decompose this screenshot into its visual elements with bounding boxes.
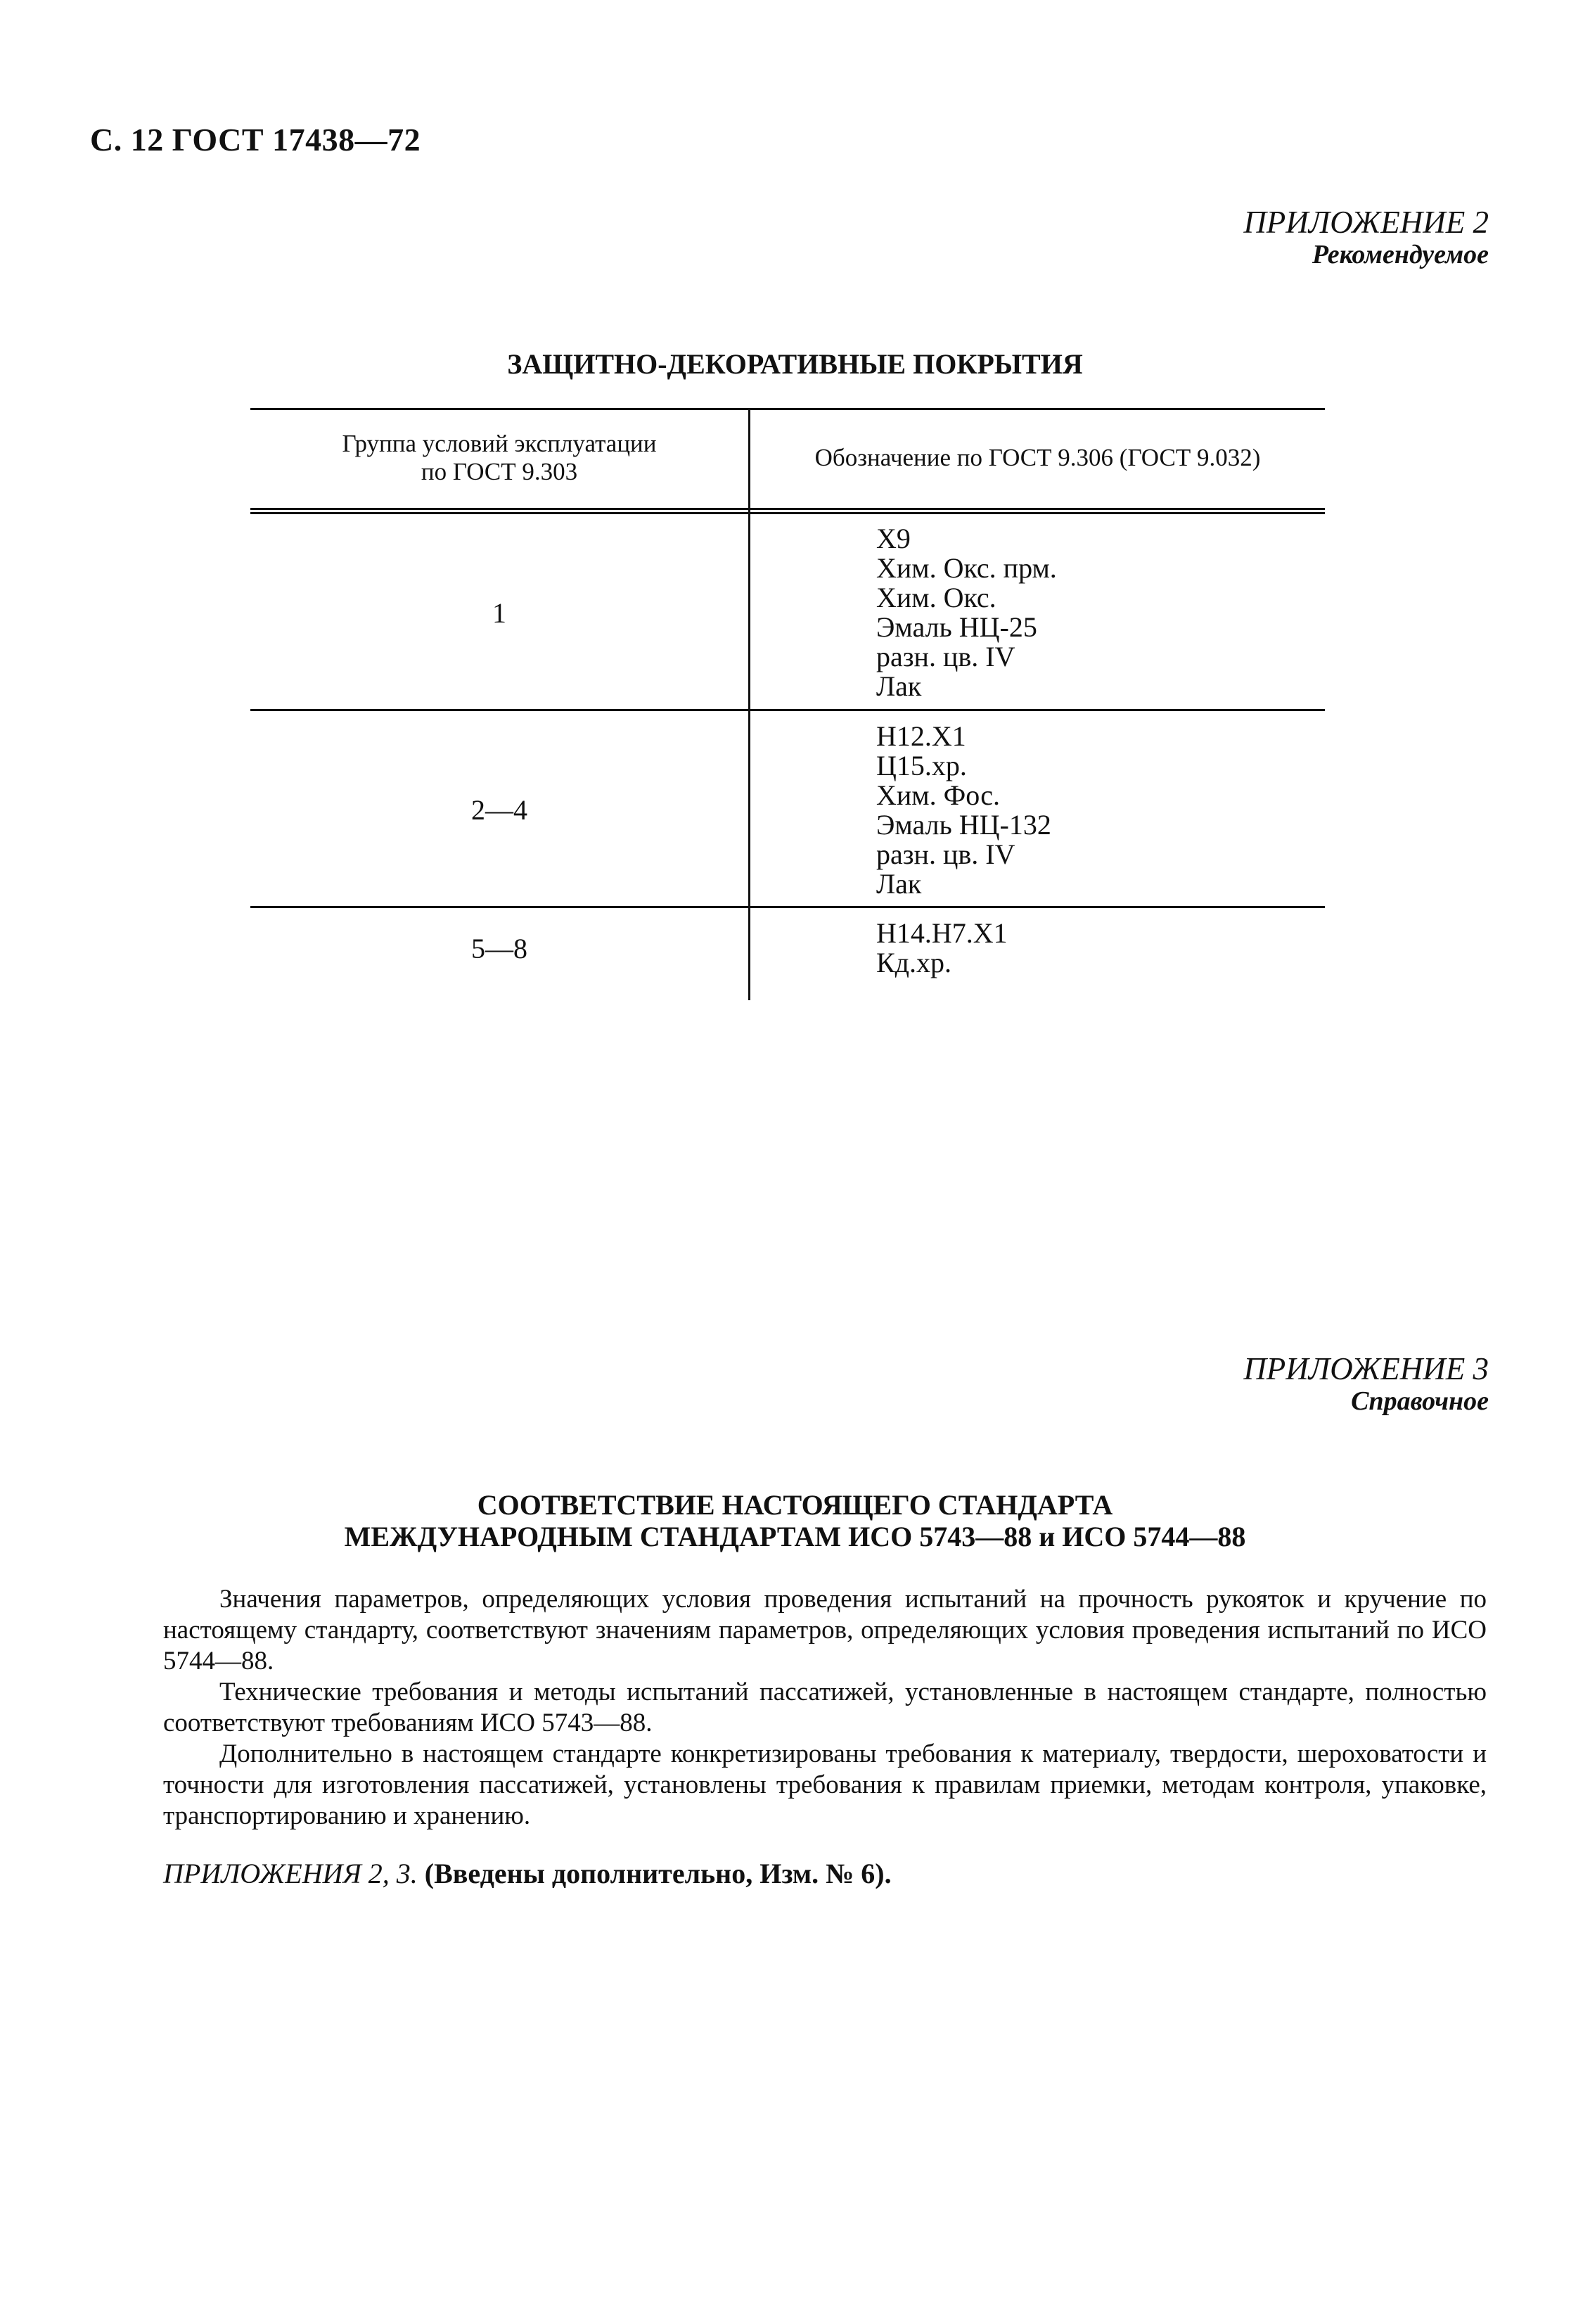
designation-item: Н12.Х1 <box>876 720 966 752</box>
designation-item: разн. цв. IV <box>876 838 1015 870</box>
amendment-note-text: (Введены дополнительно, Изм. № 6). <box>424 1858 892 1889</box>
row-2-group: 2—4 <box>471 794 527 826</box>
appendix-3-title-line2: МЕЖДУНАРОДНЫМ СТАНДАРТАМ ИСО 5743—88 и ИСО 5744—88 <box>344 1520 1246 1552</box>
designation-item: Кд.хр. <box>876 947 952 978</box>
designation-item: Эмаль НЦ-132 <box>876 809 1051 841</box>
designation-item: Ц15.хр. <box>876 750 967 781</box>
designation-item: Хим. Фос. <box>876 779 1000 811</box>
header-group-cell <box>250 408 748 508</box>
designation-item: Н14.Н7.Х1 <box>876 917 1008 949</box>
row-2-designations <box>876 722 1312 899</box>
designation-item: Лак <box>876 670 922 702</box>
appendix-3-title <box>0 1490 1590 1553</box>
amendment-note <box>163 1857 892 1890</box>
designation-item: Хим. Окс. прм. <box>876 552 1057 584</box>
table-header-rule-1 <box>250 508 1325 510</box>
row-3-designations <box>876 919 1312 978</box>
coatings-table-title: ЗАЩИТНО-ДЕКОРАТИВНЫЕ ПОКРЫТИЯ <box>507 348 1083 380</box>
coatings-table <box>250 408 1325 999</box>
header-designation: Обозначение по ГОСТ 9.306 (ГОСТ 9.032) <box>814 443 1261 471</box>
appendix-3-status: Справочное <box>1351 1386 1489 1416</box>
header-group-line1: Группа условий эксплуатации <box>342 429 657 457</box>
row-1-group: 1 <box>492 597 506 629</box>
appendix-3-body <box>163 1584 1487 1832</box>
appendix-3-name: ПРИЛОЖЕНИЕ 3 <box>1243 1351 1489 1386</box>
designation-item: Эмаль НЦ-25 <box>876 611 1037 643</box>
designation-item: разн. цв. IV <box>876 641 1015 672</box>
designation-item: Хим. Окс. <box>876 582 996 613</box>
body-paragraph-3: Дополнительно в настоящем стандарте конкретизированы требования к материалу, твердости, шероховатости и точности для изготовления пассатижей, установлены требования к правилам приемки, методам контроля, упаковке, транспортированию и хранению. <box>163 1739 1487 1830</box>
appendix-3-title-line1: СООТВЕТСТВИЕ НАСТОЯЩЕГО СТАНДАРТА <box>477 1489 1113 1521</box>
table-row-divider-2 <box>250 906 1325 908</box>
designation-item: Х9 <box>876 523 911 554</box>
table-header-rule-2 <box>250 512 1325 514</box>
appendix-2-status: Рекомендуемое <box>1312 239 1489 269</box>
page-header-code: С. 12 ГОСТ 17438—72 <box>90 122 421 158</box>
body-paragraph-2: Технические требования и методы испытаний пассатижей, установленные в настоящем стандарте, полностью соответствуют требованиям ИСО 5743—88. <box>163 1678 1487 1737</box>
appendix-2-label <box>1243 205 1489 269</box>
designation-item: Лак <box>876 868 922 900</box>
table-row-divider-1 <box>250 709 1325 711</box>
header-group-line2: по ГОСТ 9.303 <box>421 458 578 485</box>
body-paragraph-1: Значения параметров, определяющих условия проведения испытаний на прочность рукояток и кручение по настоящему стандарту, соответствуют значениям параметров, определяющих условия проведения испытаний по ИСО 5744—88. <box>163 1585 1487 1675</box>
row-1-designations <box>876 524 1312 701</box>
appendix-3-label <box>1243 1352 1489 1416</box>
appendix-2-name: ПРИЛОЖЕНИЕ 2 <box>1243 205 1489 240</box>
header-designation-cell <box>750 408 1325 508</box>
row-3-group: 5—8 <box>471 933 527 964</box>
amendment-note-ref: ПРИЛОЖЕНИЯ 2, 3. <box>163 1858 418 1889</box>
